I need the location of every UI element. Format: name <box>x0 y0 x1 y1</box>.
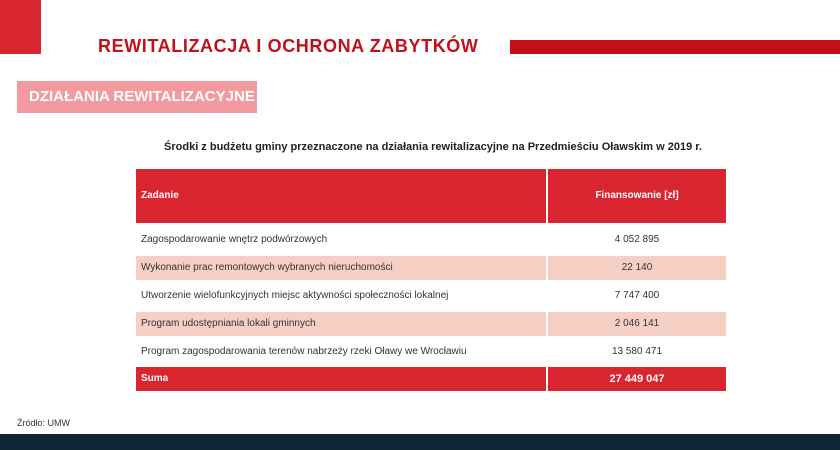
task-cell: Utworzenie wielofunkcyjnych miejsc aktywności społeczności lokalnej <box>141 290 449 301</box>
corner-accent-block <box>0 0 41 54</box>
section-badge: DZIAŁANIA REWITALIZACYJNE <box>17 81 257 113</box>
header-cell-task: Zadanie <box>136 169 546 223</box>
task-cell: Program udostępniania lokali gminnych <box>136 312 546 336</box>
task-cell: Wykonanie prac remontowych wybranych nieruchomości <box>136 256 546 280</box>
title-accent-bar <box>510 40 840 54</box>
total-value-cell: 27 449 047 <box>548 367 726 391</box>
source-note: Źródło: UMW <box>17 418 71 428</box>
header-cell-funding: Finansowanie [zł] <box>548 169 726 223</box>
task-cell: Zagospodarowanie wnętrz podwórzowych <box>141 234 328 245</box>
task-cell: Program zagospodarowania terenów nabrzeży rzeki Oławy we Wrocławiu <box>141 346 467 357</box>
footer-bar <box>0 434 840 450</box>
table-caption: Środki z budżetu gminy przeznaczone na działania rewitalizacyjne na Przedmieściu Oławskim w 2019 r. <box>164 141 702 153</box>
page-title: REWITALIZACJA I OCHRONA ZABYTKÓW <box>98 36 479 56</box>
funding-cell: 22 140 <box>548 256 726 280</box>
funding-cell: 7 747 400 <box>614 290 660 301</box>
funding-cell: 13 580 471 <box>611 346 663 357</box>
funding-cell: 2 046 141 <box>548 312 726 336</box>
total-label-cell: Suma <box>136 367 546 391</box>
funding-cell: 4 052 895 <box>614 234 660 245</box>
